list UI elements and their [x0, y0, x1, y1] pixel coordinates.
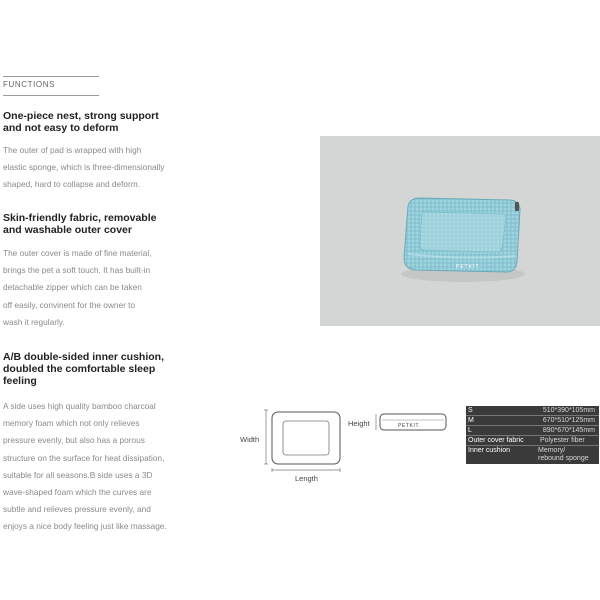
- inner-cushion-value-line: Memory/: [538, 447, 566, 454]
- outer-fabric-value: Polyester fiber: [540, 437, 585, 444]
- feature-body-line: wave-shaped foam which the curves are: [3, 487, 152, 498]
- size-cell: M: [468, 417, 474, 424]
- feature-body-line: A side uses high quality bamboo charcoal: [3, 401, 156, 411]
- feature-title-line: doubled the comfortable sleep: [3, 363, 156, 375]
- height-label: Height: [348, 419, 370, 428]
- table-row: [466, 426, 599, 436]
- length-label: Length: [295, 474, 318, 483]
- feature-title-line: A/B double-sided inner cushion,: [3, 351, 165, 363]
- feature-body-line: subtle and relieves pressure evenly, and: [3, 504, 151, 515]
- feature-body: [3, 398, 188, 536]
- feature-body-line: enjoys a nice body feeling just like massage.: [3, 521, 167, 532]
- inner-cushion-value: [526, 447, 599, 463]
- feature-body-line: off easily, convinent for the owner to: [3, 299, 136, 310]
- feature-title-line: feeling: [3, 375, 37, 387]
- bed-brand-logo: PETKIT.: [456, 264, 482, 270]
- feature-body-line: The outer cover is made of fine material,: [3, 248, 152, 258]
- feature-body-line: brings the pet a soft touch. It has built-in: [3, 265, 151, 276]
- feature-body: [3, 142, 188, 194]
- table-row: [466, 406, 599, 416]
- side-view-diagram: [374, 410, 450, 434]
- size-cell: S: [468, 407, 473, 414]
- feature-title-line: One-piece nest, strong support: [3, 110, 159, 122]
- feature-body-line: detachable zipper which can be taken: [3, 282, 142, 293]
- feature-body-line: The outer of pad is wrapped with high: [3, 145, 142, 155]
- diagram-brand-logo: PETKIT.: [398, 423, 421, 429]
- outer-fabric-label: Outer cover fabric: [468, 437, 524, 444]
- dimension-cell: 670*510*125mm: [542, 417, 595, 424]
- bed-tag: [515, 202, 519, 211]
- width-label: Width: [240, 435, 260, 444]
- feature-title: [3, 110, 183, 134]
- dimension-cell: 890*670*145mm: [542, 427, 595, 434]
- feature-body-line: memory foam which not only relieves: [3, 418, 140, 429]
- feature-title-line: and not easy to deform: [3, 122, 119, 134]
- feature-body: [3, 245, 188, 331]
- size-cell: L: [468, 427, 472, 434]
- top-view-diagram: [262, 408, 344, 476]
- section-label: FUNCTIONS: [3, 80, 56, 89]
- spec-table: [466, 406, 599, 464]
- top-view-drawing: [262, 408, 344, 476]
- section-top-rule: [3, 76, 99, 77]
- feature-body-line: suitable for all seasons.B side uses a 3D: [3, 469, 153, 480]
- feature-title: [3, 212, 183, 236]
- table-row: [466, 446, 599, 464]
- product-photo: [320, 136, 600, 326]
- feature-title-line: Skin-friendly fabric, removable: [3, 212, 157, 224]
- side-view-drawing: [374, 410, 450, 434]
- feature-body-line: pressure evenly, but also has a porous: [3, 435, 145, 446]
- dimension-cell: 510*390*105mm: [542, 407, 595, 414]
- inner-cushion-label: Inner cushion: [468, 447, 511, 454]
- pet-bed-illustration: [320, 136, 600, 326]
- feature-body-line: wash it regularly.: [3, 316, 65, 327]
- feature-title: [3, 351, 183, 387]
- section-bottom-rule: [3, 95, 99, 96]
- table-row: [466, 436, 599, 446]
- feature-title-line: and washable outer cover: [3, 224, 132, 236]
- table-row: [466, 416, 599, 426]
- feature-body-line: structure on the surface for heat dissipation,: [3, 452, 165, 463]
- feature-body-line: shaped, hard to collapse and deform.: [3, 179, 140, 190]
- inner-cushion-value-line: rebound sponge: [538, 455, 589, 462]
- feature-body-line: elastic sponge, which is three-dimensionally: [3, 162, 165, 173]
